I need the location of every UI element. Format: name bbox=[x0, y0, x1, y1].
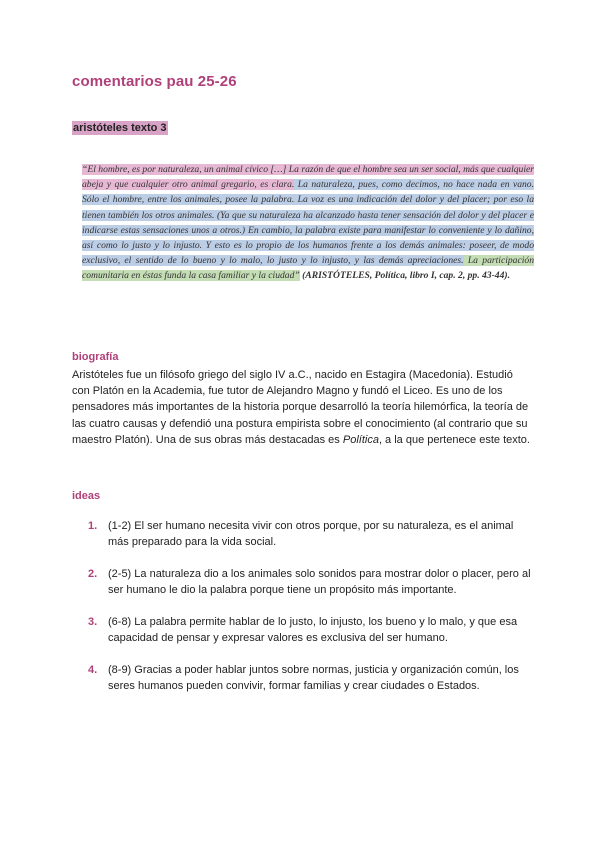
idea-number: 2. bbox=[88, 568, 98, 580]
quote-segment-pink: “El hombre, es por naturaleza, un animal cívico […] La razón de que el hombre sea un ser social, más que cualquier abeja y que cualquier otro animal gregario, es clara. bbox=[82, 164, 534, 191]
ideas-heading: ideas bbox=[72, 490, 101, 502]
text-subtitle: aristóteles texto 3 bbox=[73, 122, 167, 134]
list-item bbox=[72, 518, 532, 550]
idea-number: 4. bbox=[88, 664, 98, 676]
quote-citation: (ARISTÓTELES, Política, libro I, cap. 2, pp. 43-44). bbox=[299, 270, 510, 282]
page-title: comentarios pau 25-26 bbox=[72, 73, 237, 90]
idea-text: (6-8) La palabra permite hablar de lo justo, lo injusto, los bueno y lo malo, y que esa capacidad de pensar y expresar valores es exclusiva del ser humano. bbox=[108, 616, 518, 644]
idea-number: 1. bbox=[88, 520, 98, 532]
idea-number: 3. bbox=[88, 616, 98, 628]
idea-text: (2-5) La naturaleza dio a los animales solo sonidos para mostrar dolor o placer, pero al ser humano le dio la palabra porque tiene un propósito más importante. bbox=[108, 568, 531, 596]
idea-text: (8-9) Gracias a poder hablar juntos sobre normas, justicia y organización común, los seres humanos pueden convivir, formar familias y crear ciudades o Estados. bbox=[108, 664, 519, 692]
idea-text: (1-2) El ser humano necesita vivir con otros porque, por su naturaleza, es el animal más preparado para la vida social. bbox=[108, 520, 514, 548]
list-item bbox=[72, 662, 532, 694]
biografia-work-title: Política bbox=[342, 433, 379, 446]
list-item bbox=[72, 614, 532, 646]
biografia-text-part: Aristóteles fue un filósofo griego del siglo IV a.C., nacido en Estagira (Macedonia). Estudió con Platón en la Academia, fue tutor de Alejandro Magno y fundó el Liceo. Es uno de los pensadores más importantes de la historia porque desarrolló la teoría hilemórfica, la teoría de las cuatro causas y defendió una postura empirista sobre el conocimiento (al contrario que su maestro Platón). Una de sus obras más destacadas es bbox=[72, 369, 529, 446]
ideas-list bbox=[72, 518, 532, 694]
list-item bbox=[72, 566, 532, 598]
biografia-text bbox=[72, 367, 532, 448]
quote-segment-green: La participación comunitaria en éstas funda la casa familiar y la ciudad” bbox=[82, 255, 534, 282]
quote-segment-blue: La naturaleza, pues, como decimos, no hace nada en vano. Sólo el hombre, entre los animales, posee la palabra. La voz es una indicación del dolor y del placer; por eso la tienen también los otros animales. (Ya que su naturaleza ha alcanzado hasta tener sensación del dolor y del placer e indicarse estas sensaciones unos a otros.) En cambio, la palabra existe para manifestar lo conveniente y lo dañino, así como lo justo y lo injusto. Y esto es lo propio de los humanos frente a los demás animales: poseer, de modo exclusivo, el sentido de lo bueno y lo malo, lo justo y lo injusto, y las demás apreciaciones. bbox=[82, 179, 534, 267]
quoted-text bbox=[82, 162, 534, 284]
biografia-text-part: , a la que pertenece este texto. bbox=[378, 433, 530, 446]
biografia-heading: biografía bbox=[72, 351, 119, 363]
